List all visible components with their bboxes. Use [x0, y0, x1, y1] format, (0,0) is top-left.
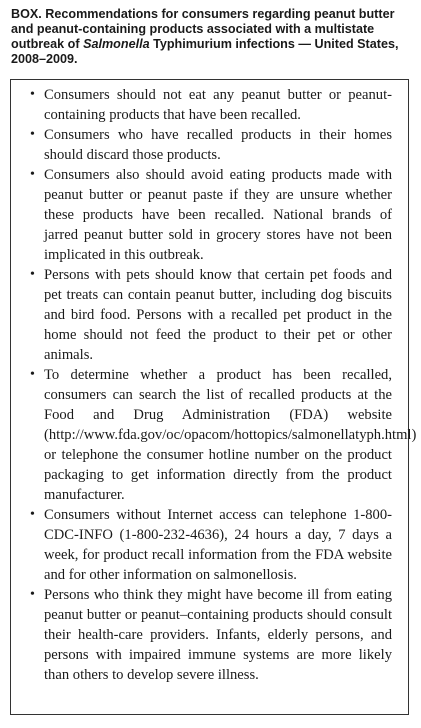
- list-item-text: Persons with pets should know that certain pet foods and pet treats can contain peanut butter, including dog biscuits and bird food. Persons with a recalled pet product in the home should not feed the product to their pet or other animals.: [44, 267, 392, 363]
- bullet-icon: •: [30, 267, 35, 282]
- box-title-suffix: Typhimurium infections — United States, 2008–2009.: [11, 37, 399, 66]
- list-item: [32, 85, 392, 125]
- list-item-text: Persons who think they might have become ill from eating peanut butter or peanut–containing products should consult their health-care providers. Infants, elderly persons, and persons with impaired immune systems are more likely than others to develop severe illness.: [44, 587, 392, 683]
- list-item: [32, 265, 392, 365]
- list-item: [30, 365, 417, 505]
- bullet-icon: •: [30, 507, 35, 522]
- list-item-text: To determine whether a product has been recalled, consumers can search the list of recalled products at the Food and Drug Administration (FDA) website (http://www.fda.gov/oc/opacom/hottopics/salmonellatyph.html) or telephone the consumer hotline number on the product packaging to get information directly from the product manufacturer.: [44, 367, 417, 503]
- box-title-italic: Salmonella: [83, 37, 150, 51]
- list-item-text: Consumers without Internet access can telephone 1-800-CDC-INFO (1-800-232-4636), 24 hours a day, 7 days a week, for product recall information from the FDA website and for other information on salmonellosis.: [44, 507, 392, 583]
- bullet-icon: •: [30, 167, 35, 182]
- bullet-icon: •: [30, 127, 35, 142]
- list-item-text: Consumers should not eat any peanut butter or peanut-containing products that have been recalled.: [44, 87, 392, 123]
- recommendation-list: [30, 85, 417, 685]
- list-item-text: Consumers who have recalled products in their homes should discard those products.: [44, 127, 392, 163]
- box-title-prefix: BOX. Recommendations for consumers regarding peanut butter and peanut-containing products associated with a multistate outbreak of: [11, 7, 395, 51]
- box-frame: [10, 79, 417, 715]
- bullet-icon: •: [30, 587, 35, 602]
- list-item: [32, 505, 392, 585]
- list-item-text: Consumers also should avoid eating products made with peanut butter or peanut paste if they are unsure whether these products have been recalled. National brands of jarred peanut butter sold in grocery stores have not been implicated in this outbreak.: [44, 167, 392, 263]
- list-item: [32, 125, 392, 165]
- bullet-icon: •: [30, 367, 35, 382]
- box-title: [11, 7, 411, 67]
- bullet-icon: •: [30, 87, 35, 102]
- list-item: [32, 585, 392, 685]
- list-item: [32, 165, 392, 265]
